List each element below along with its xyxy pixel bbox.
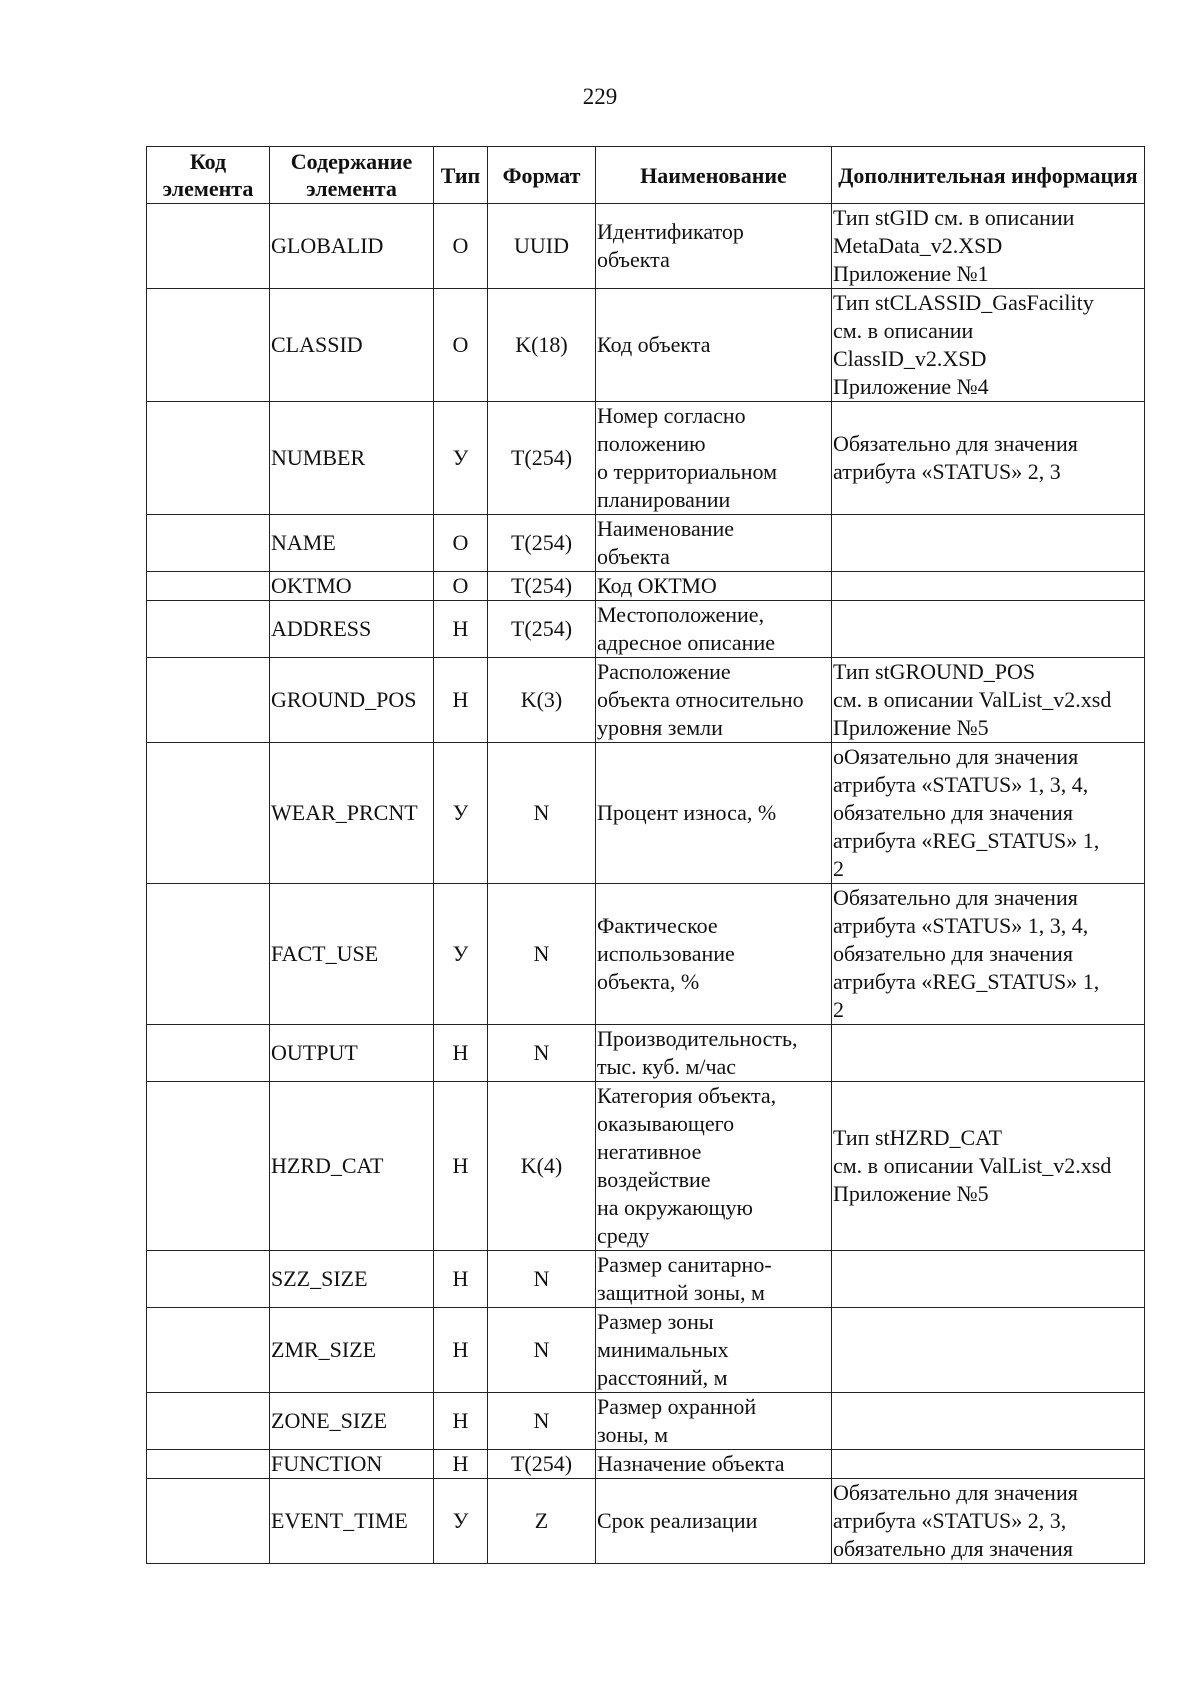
header-name: Наименование xyxy=(596,147,832,204)
table-row xyxy=(147,743,1145,884)
table-row xyxy=(147,572,1145,601)
cell-info xyxy=(832,601,1145,658)
table-row xyxy=(147,1308,1145,1393)
cell-type: О xyxy=(434,204,488,289)
cell-code xyxy=(147,1393,270,1450)
cell-name: Производительность, тыс. куб. м/час xyxy=(596,1025,832,1082)
cell-info: Тип stHZRD_CAT см. в описании ValList_v2.xsd Приложение №5 xyxy=(832,1082,1145,1251)
cell-info: Обязательно для значения атрибута «STATUS» 2, 3, обязательно для значения xyxy=(832,1479,1145,1564)
cell-format: T(254) xyxy=(488,572,596,601)
cell-code xyxy=(147,1450,270,1479)
cell-name: Код ОКТМО xyxy=(596,572,832,601)
attribute-table xyxy=(146,146,1145,1564)
cell-code xyxy=(147,743,270,884)
cell-content: CLASSID xyxy=(270,289,434,402)
cell-name: Назначение объекта xyxy=(596,1450,832,1479)
cell-format: T(254) xyxy=(488,402,596,515)
cell-name: Идентификатор объекта xyxy=(596,204,832,289)
cell-info: Тип stCLASSID_GasFacility см. в описании ClassID_v2.XSD Приложение №4 xyxy=(832,289,1145,402)
cell-info xyxy=(832,515,1145,572)
cell-format: Z xyxy=(488,1479,596,1564)
header-format: Формат xyxy=(488,147,596,204)
cell-format: UUID xyxy=(488,204,596,289)
table-row xyxy=(147,1025,1145,1082)
cell-format: K(3) xyxy=(488,658,596,743)
cell-type: У xyxy=(434,402,488,515)
cell-code xyxy=(147,1025,270,1082)
cell-format: T(254) xyxy=(488,601,596,658)
cell-code xyxy=(147,1251,270,1308)
cell-info xyxy=(832,1025,1145,1082)
table-header-row xyxy=(147,147,1145,204)
cell-content: FACT_USE xyxy=(270,884,434,1025)
cell-info xyxy=(832,1251,1145,1308)
cell-name: Размер зоны минимальных расстояний, м xyxy=(596,1308,832,1393)
cell-content: OUTPUT xyxy=(270,1025,434,1082)
header-content: Содержание элемента xyxy=(270,147,434,204)
cell-info: оОязательно для значения атрибута «STATUS» 1, 3, 4, обязательно для значения атрибута «REG_STATUS» 1, 2 xyxy=(832,743,1145,884)
cell-type: Н xyxy=(434,1251,488,1308)
cell-info: Обязательно для значения атрибута «STATUS» 2, 3 xyxy=(832,402,1145,515)
cell-info xyxy=(832,1450,1145,1479)
cell-type: О xyxy=(434,572,488,601)
header-type: Тип xyxy=(434,147,488,204)
cell-code xyxy=(147,658,270,743)
cell-name: Срок реализации xyxy=(596,1479,832,1564)
table-row xyxy=(147,515,1145,572)
cell-code xyxy=(147,1082,270,1251)
cell-name: Размер санитарно- защитной зоны, м xyxy=(596,1251,832,1308)
cell-name: Категория объекта, оказывающего негативное воздействие на окружающую среду xyxy=(596,1082,832,1251)
cell-name: Номер согласно положению о территориальном планировании xyxy=(596,402,832,515)
cell-name: Местоположение, адресное описание xyxy=(596,601,832,658)
table-row xyxy=(147,289,1145,402)
cell-format: N xyxy=(488,1308,596,1393)
cell-type: У xyxy=(434,743,488,884)
cell-type: О xyxy=(434,515,488,572)
cell-format: K(18) xyxy=(488,289,596,402)
cell-name: Расположение объекта относительно уровня земли xyxy=(596,658,832,743)
cell-info xyxy=(832,572,1145,601)
cell-content: FUNCTION xyxy=(270,1450,434,1479)
cell-info: Обязательно для значения атрибута «STATUS» 1, 3, 4, обязательно для значения атрибута «REG_STATUS» 1, 2 xyxy=(832,884,1145,1025)
cell-content: HZRD_CAT xyxy=(270,1082,434,1251)
cell-content: NAME xyxy=(270,515,434,572)
cell-type: Н xyxy=(434,601,488,658)
cell-name: Наименование объекта xyxy=(596,515,832,572)
page-number: 229 xyxy=(582,84,618,109)
cell-code xyxy=(147,884,270,1025)
cell-format: N xyxy=(488,884,596,1025)
cell-content: GROUND_POS xyxy=(270,658,434,743)
cell-content: NUMBER xyxy=(270,402,434,515)
cell-type: Н xyxy=(434,1082,488,1251)
cell-type: У xyxy=(434,884,488,1025)
cell-code xyxy=(147,204,270,289)
table-row xyxy=(147,658,1145,743)
cell-code xyxy=(147,1308,270,1393)
cell-type: Н xyxy=(434,1393,488,1450)
header-code: Код элемента xyxy=(147,147,270,204)
cell-code xyxy=(147,515,270,572)
table-row xyxy=(147,1082,1145,1251)
cell-info xyxy=(832,1393,1145,1450)
cell-format: T(254) xyxy=(488,1450,596,1479)
cell-code xyxy=(147,572,270,601)
table-row xyxy=(147,204,1145,289)
cell-code xyxy=(147,601,270,658)
cell-format: N xyxy=(488,1393,596,1450)
cell-format: T(254) xyxy=(488,515,596,572)
cell-content: WEAR_PRCNT xyxy=(270,743,434,884)
cell-format: N xyxy=(488,1025,596,1082)
table-row xyxy=(147,1479,1145,1564)
cell-type: Н xyxy=(434,1308,488,1393)
table-row xyxy=(147,1251,1145,1308)
cell-format: N xyxy=(488,743,596,884)
cell-code xyxy=(147,402,270,515)
cell-name: Фактическое использование объекта, % xyxy=(596,884,832,1025)
table-row xyxy=(147,402,1145,515)
cell-code xyxy=(147,289,270,402)
cell-content: ZMR_SIZE xyxy=(270,1308,434,1393)
cell-name: Код объекта xyxy=(596,289,832,402)
cell-type: О xyxy=(434,289,488,402)
cell-name: Процент износа, % xyxy=(596,743,832,884)
cell-name: Размер охранной зоны, м xyxy=(596,1393,832,1450)
cell-type: Н xyxy=(434,1025,488,1082)
cell-content: ADDRESS xyxy=(270,601,434,658)
cell-type: Н xyxy=(434,1450,488,1479)
table-row xyxy=(147,601,1145,658)
cell-info: Тип stGID см. в описании MetaData_v2.XSD Приложение №1 xyxy=(832,204,1145,289)
cell-code xyxy=(147,1479,270,1564)
table-row xyxy=(147,1393,1145,1450)
cell-content: OKTMO xyxy=(270,572,434,601)
cell-content: GLOBALID xyxy=(270,204,434,289)
header-info: Дополнительная информация xyxy=(832,147,1145,204)
cell-type: У xyxy=(434,1479,488,1564)
cell-type: Н xyxy=(434,658,488,743)
cell-content: ZONE_SIZE xyxy=(270,1393,434,1450)
cell-content: EVENT_TIME xyxy=(270,1479,434,1564)
table-row xyxy=(147,884,1145,1025)
cell-format: N xyxy=(488,1251,596,1308)
cell-info xyxy=(832,1308,1145,1393)
cell-content: SZZ_SIZE xyxy=(270,1251,434,1308)
table-row xyxy=(147,1450,1145,1479)
cell-info: Тип stGROUND_POS см. в описании ValList_v2.xsd Приложение №5 xyxy=(832,658,1145,743)
cell-format: K(4) xyxy=(488,1082,596,1251)
